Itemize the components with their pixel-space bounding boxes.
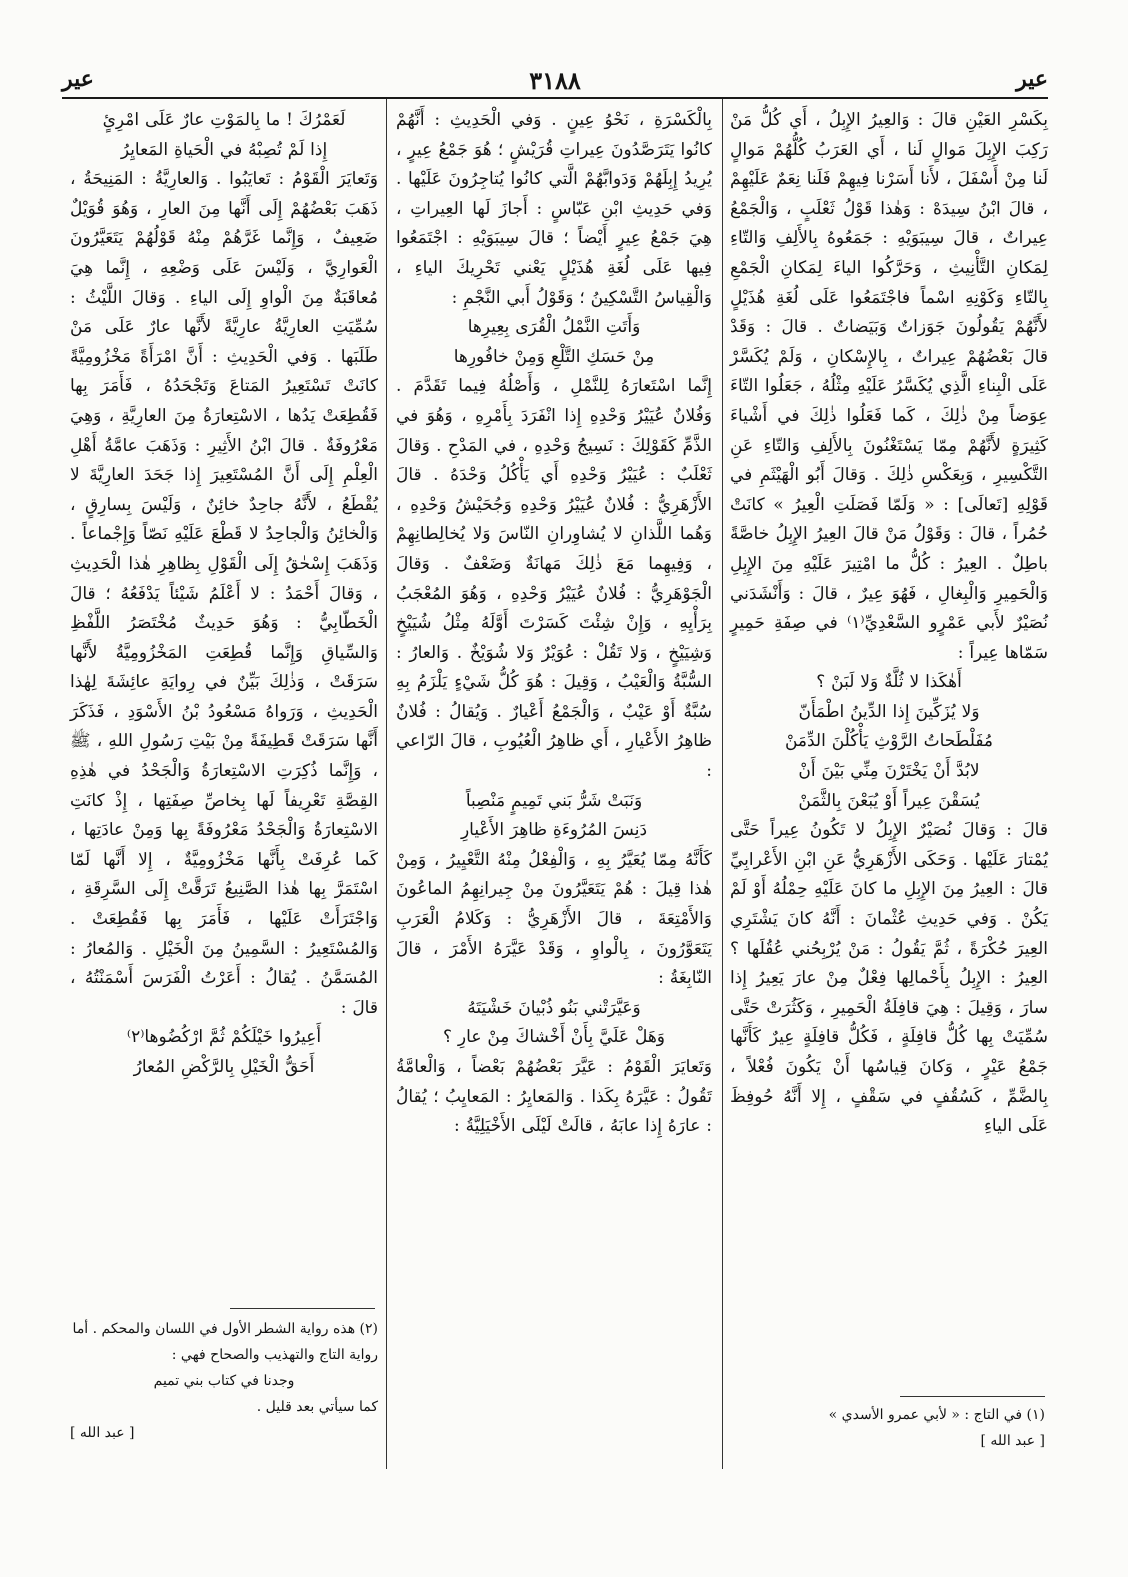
paragraph: كَأَنَّهُ مِمّا يُعَيَّرُ بِهِ ، وَالْفِعْلُ مِنْهُ التَّعْيِيرُ ، وَمِنْ هٰذا قِيلَ : هُمْ يَتَعَيَّرُونَ مِنْ جِيرانِهِمُ الماعُونَ وَالأَمْتِعَةَ ، قالَ الأَزْهَرِيُّ : وَكَلامُ الْعَرَبِ يَتَعَوَّرُونَ ، بِالْواوِ ، وَقَدْ عَيَّرَهُ الأَمْرَ ، قالَ النّابِغَةُ : [396,849,712,989]
column-left [70,106,378,1083]
footnote-text: كما سيأتي بعد قليل . [256,1399,378,1415]
column-divider-left [386,99,387,1469]
footnote-verse: وجدنا في كتاب بني تميم [153,1373,295,1389]
verse-line: لَعَمْرُكَ ! ما بِالمَوْتِ عارٌ عَلَى امْرِئٍ [102,110,346,130]
footnote-signature: [ عبد الله ] [980,1433,1045,1449]
verse-line: أَحَقُّ الْخَيْلِ بِالرَّكْضِ المُعارُ [133,1057,315,1077]
footnote-text: (٢) هذه رواية الشطر الأول في اللسان والمحكم . أما رواية التاج والتهذيب والصحاح فهي : [72,1321,378,1363]
paragraph: قالَ : وَقالَ نُصَيْرٌ الإِبِلُ لا تَكُونُ عِيراً حَتَّى يُمْتارَ عَلَيْها . وَحَكَى الأَزْهَرِيُّ عَنِ ابْنِ الأَعْرابِيِّ قالَ : العِيرُ مِنَ الإِبِلِ ما كانَ عَلَيْهِ حِمْلُهُ أَوْ لَمْ يَكُنْ . وَفي حَدِيثِ عُثْمانَ : أَنَّهُ كانَ يَشْتَرِي العِيرَ حُكْرَةً ، ثُمَّ يَقُولُ : مَنْ يُرْبِحُني عُقُلَها ؟ العِيرُ : الإِبِلُ بِأَحْمالِها فِعْلٌ مِنْ عارَ يَعِيرُ إِذا سارَ ، وَقِيلَ : هِيَ قافِلَةُ الْحَمِيرِ ، وَكَثُرَتْ حَتَّى سُمِّيَتْ بِها كُلُّ قافِلَةٍ ، فَكُلُّ قافِلَةٍ عِيرٌ كَأَنَّها جَمْعُ عَيْرٍ ، وَكانَ قِياسُها أَنْ يَكُونَ فُعْلاً ، بِالضَّمِّ ، كَسُقُفٍ في سَقْفٍ ، إِلا أَنَّهُ حُوفِظَ عَلَى الياءِ [730,820,1048,1137]
verse-line: أَهٰكَذا لا ثُلَّةٌ وَلا لَبَنْ ؟ [816,672,962,693]
column-middle [396,106,712,1142]
verse-line: وَلا يُزَكِّينَ إِذا الدِّينُ اطْمَأَنّ [798,701,980,722]
verse-line: لابُدَّ أَنْ يَخْتَرْنَ مِنِّي بَيْنَ أَنْ [798,761,980,782]
footnote-right [735,1402,1045,1454]
verse-line: مُفَلْطَحاتُ الرَّوْثِ يَأْكُلْنَ الدِّمَنْ [784,731,994,752]
footnote-rule-left [230,1308,375,1309]
footnote-left [70,1316,378,1446]
paragraph: إِنَّما اسْتَعارَهُ لِلنَّمْلِ ، وَأَصْلُهُ فِيما تَقَدَّمَ . وَفُلانٌ عُيَيْرُ وَحْدِهِ إِذا انْفَرَدَ بِأَمْرِهِ ، وَهُوَ في الذَّمِّ كَقَوْلِكَ : نَسِيجُ وَحْدِهِ ، في المَدْحِ . وَقالَ ثَعْلَبٌ : عُيَيْرُ وَحْدِهِ أَي يَأْكُلُ وَحْدَهُ . قالَ الأَزْهَرِيُّ : فُلانٌ عُيَيْرُ وَحْدِهِ وَجُحَيْشُ وَحْدِهِ ، وَهُما اللَّذانِ لا يُشاوِرانِ النّاسَ وَلا يُخالِطانِهِمْ ، وَفِيهِما مَعَ ذٰلِكَ مَهانَةٌ وَضَعْفٌ . وَقالَ الْجَوْهَرِيُّ : فُلانٌ عُيَيْرُ وَحْدِهِ ، وَهُوَ المُعْجَبُ بِرَأْيِهِ ، وَإِنْ شِئْتَ كَسَرْتَ أَوَّلَهُ مِثْلُ شُيَيْخٍ وَشِيَيْخٍ ، وَلا تَقُلْ : عُوَيْرٌ وَلا شُوَيْخٌ . وَالعارُ : السُّبَّةُ وَالْعَيْبُ ، وَقِيلَ : هُوَ كُلُّ شَيْءٍ يَلْزَمُ بِهِ سُبَّةٌ أَوْ عَيْبٌ ، وَالْجَمْعُ أَعْيارٌ . وَيُقالُ : فُلانٌ ظاهِرُ الأَعْيارِ ، أَي ظاهِرُ الْعُيُوبِ ، قالَ الرّاعي : [396,376,712,782]
page-number: ٣١٨٨ [529,66,581,95]
footnote-signature: [ عبد الله ] [70,1425,135,1441]
verse-line: وَنَبَتْ شَرُّ بَني تَمِيمٍ مَنْصِباً [465,790,643,811]
paragraph: وَتَعايَرَ الْقَوْمُ : عَيَّرَ بَعْضُهُمْ بَعْضاً ، وَالْعامَّةُ تَقُولُ : عَيَّرَهُ بِكَذا . وَالمَعايِرُ : المَعايِبُ ؛ يُقالُ : عارَهُ إِذا عابَهُ ، قالَتْ لَيْلَى الأَخْيَلِيَّةُ : [396,1057,712,1137]
running-headword-left: عير [62,66,94,92]
verse-line: إِذا لَمْ تُصِبْهُ في الْحَياةِ المَعايِرُ [120,139,328,160]
verse-line: أَعِيرُوا خَيْلَكُمْ ثُمَّ ارْكُضُوها⁽٢⁾ [126,1027,322,1048]
page-header [62,66,1048,95]
verse-line: يُسَقْنَ عِيراً أَوْ يُبَعْنَ بِالثَّمَنْ [798,790,980,811]
verse-line: وَهَلْ عَلَيَّ بِأَنْ أَخْشاكَ مِنْ عارِ ؟ [443,1027,665,1048]
verse-line: مِنْ حَسَكِ التَّلْعِ وَمِنْ خافُورِها [453,346,655,367]
header-rule [62,97,1048,99]
running-headword-right: عير [1016,66,1048,92]
verse-line: وَأَتَتِ النَّمْلُ الْقُرَى بِعِيرِها [467,317,641,338]
verse-line: وَعَيَّرَتْني بَنُو ذُبْيانَ خَشْيَتَهُ [467,997,641,1018]
paragraph: وَتَعايَرَ الْقَوْمُ : تَعايَبُوا . وَالعارِيَّةُ : المَنِيحَةُ ، ذَهَبَ بَعْضُهُمْ إِلَى أَنَّها مِنَ العارِ ، وَهُوَ قُوَيْلٌ ضَعِيفٌ ، وَإِنَّما غَرَّهُمْ مِنْهُ قَوْلُهُمْ يَتَعَيَّرُونَ الْعَوارِيَّ ، وَلَيْسَ عَلَى وَضْعِهِ ، إِنَّما هِيَ مُعاقَبَةٌ مِنَ الْواوِ إِلَى الياءِ . وَقالَ اللَّيْثُ : سُمِّيَتِ العارِيَّةُ عارِيَّةً لأَنَّها عارٌ عَلَى مَنْ طَلَبَها . وَفي الْحَدِيثِ : أَنَّ امْرَأَةً مَخْزُومِيَّةً كانَتْ تَسْتَعِيرُ المَتاعَ وَتَجْحَدُهُ ، فَأَمَرَ بِها فَقُطِعَتْ يَدُها ، الاسْتِعارَةُ مِنَ العارِيَّةِ ، وَهِيَ مَعْرُوفَةٌ . قالَ ابْنُ الأَثِيرِ : وَذَهَبَ عامَّةُ أَهْلِ الْعِلْمِ إِلَى أَنَّ المُسْتَعِيرَ إِذا جَحَدَ العارِيَّةَ لا يُقْطَعُ ، لأَنَّهُ جاحِدٌ خائِنٌ ، وَلَيْسَ بِسارِقٍ ، وَالْخائِنُ وَالْجاحِدُ لا قَطْعَ عَلَيْهِ نَصّاً وَإِجْماعاً . وَذَهَبَ إِسْحٰقُ إِلَى الْقَوْلِ بِظاهِرِ هٰذا الْحَدِيثِ ، وَقالَ أَحْمَدُ : لا أَعْلَمُ شَيْئاً يَدْفَعُهُ ؛ قالَ الْخَطّابِيُّ : وَهُوَ حَدِيثٌ مُخْتَصَرُ اللَّفْظِ وَالسِّياقِ وَإِنَّما قُطِعَتِ المَخْزُومِيَّةُ لأَنَّها سَرَقَتْ ، وَذٰلِكَ بَيِّنٌ في رِوايَةِ عائِشَةَ لِهٰذا الْحَدِيثِ ، وَرَواهُ مَسْعُودُ بْنُ الأَسْوَدِ ، فَذَكَرَ أَنَّها سَرَقَتْ قَطِيفَةً مِنْ بَيْتِ رَسُولِ اللهِ ، ﷺ ، وَإِنَّما ذُكِرَتِ الاسْتِعارَةُ وَالْجَحْدُ في هٰذِهِ القِصَّةِ تَعْرِيفاً لَها بِخاصِّ صِفَتِها ، إِذْ كانَتِ الاسْتِعارَةُ وَالْجَحْدُ مَعْرُوفَةً بِها وَمِنْ عادَتِها ، كَما عُرِفَتْ بِأَنَّها مَخْزُومِيَّةٌ ، إِلا أَنَّها لَمّا اسْتَمَرَّ بِها هٰذا الصَّنِيعُ تَرَقَّتْ إِلَى السَّرِقَةِ ، وَاجْتَرَأَتْ عَلَيْها ، فَأَمَرَ بِها فَقُطِعَتْ . وَالمُسْتَعِيرُ : السَّمِينُ مِنَ الْخَيْلِ . وَالمُعارُ : المُسَمَّنُ . يُقالُ : أَعَرْتُ الْفَرَسَ أَسْمَنْتُهُ ، قالَ : [70,169,378,1018]
paragraph: بِالْكَسْرَةِ ، نَحْوُ عِينٍ . وَفي الْحَدِيثِ : أَنَّهُمْ كانُوا يَتَرَصَّدُونَ عِيراتِ قُرَيْشٍ ؛ هُوَ جَمْعُ عِيرٍ ، يُرِيدُ إِبِلَهُمْ وَدَوابَّهُمْ الَّتي كانُوا يُتاجِرُونَ عَلَيْها . وَفي حَدِيثِ ابْنِ عَبّاسٍ : أَجازَ لَها العِيراتِ ، هِيَ جَمْعُ عِيرٍ أَيْضاً ؛ قالَ سِيبَوَيْهِ : اجْتَمَعُوا فِيها عَلَى لُغَةِ هُذَيْلٍ يَعْني تَحْرِيكَ الياءِ ، وَالْقِياسُ التَّسْكِينُ ؛ وَقَوْلُ أَبي النَّجْمِ : [396,110,712,308]
column-right [730,106,1048,1142]
footnote-text: (١) في التاج : « لأبي عمرو الأسدي » [828,1407,1045,1423]
column-divider-right [722,99,723,1469]
verse-line: دَنِسَ المُرُوءَةِ ظاهِرَ الأَعْيارِ [460,820,648,841]
footnote-rule-right [900,1396,1045,1397]
paragraph: بِكَسْرِ العَيْنِ قالَ : وَالعِيرُ الإِبِلُ ، أَي كُلُّ مَنْ رَكِبَ الإِبِلَ مَوالٍ لَنا ، أَي العَرَبُ كُلُّهُمْ مَوالٍ لَنا مِنْ أَسْفَلَ ، لأَنا أَسَرْنا فِيهِمْ فَلَنا نِعَمٌ عَلَيْهِمْ ، قالَ ابْنُ سِيدَهْ : وَهٰذا قَوْلُ ثَعْلَبٍ ، وَالْجَمْعُ عِيراتٌ ، قالَ سِيبَوَيْهِ : جَمَعُوهُ بِالأَلِفِ وَالتّاءِ لِمَكانِ التَّأْنِيثِ ، وَحَرَّكُوا الياءَ لِمَكانِ الْجَمْعِ بِالتّاءِ وَكَوْنِهِ اسْماً فاجْتَمَعُوا عَلَى لُغَةِ هُذَيْلٍ لأَنَّهُمْ يَقُولُونَ جَوَزاتٌ وَبَيَضاتٌ . قالَ : وَقَدْ قالَ بَعْضُهُمْ عِيراتٌ ، بِالإِسْكانِ ، وَلَمْ يُكَسَّرْ عَلَى الْبِناءِ الَّذِي يُكَسَّرُ عَلَيْهِ مِثْلُهُ ، جَعَلُوا التّاءَ عِوَضاً مِنْ ذٰلِكَ ، كَما فَعَلُوا ذٰلِكَ في أَشْياءَ كَثِيرَةٍ لأَنَّهُمْ مِمّا يَسْتَغْنُونَ بِالأَلِفِ وَالتّاءِ عَنِ التَّكْسِيرِ ، وَبِعَكْسِ ذٰلِكَ . وَقالَ أَبُو الْهَيْثَمِ في قَوْلِهِ [تَعالَى] : « وَلَمّا فَصَلَتِ الْعِيرُ » كانَتْ حُمُراً ، قالَ : وَقَوْلُ مَنْ قالَ العِيرُ الإِبِلُ خاصَّةً باطِلٌ . العِيرُ : كُلُّ ما امْتِيرَ عَلَيْهِ مِنَ الإِبِلِ وَالْحَمِيرِ وَالْبِغالِ ، فَهُوَ عِيرٌ ، قالَ : وَأَنْشَدَني نُصَيْرٌ لأَبي عَمْرٍو السَّعْدِيِّ⁽١⁾ في صِفَةِ حَمِيرٍ سَمّاها عِيراً : [730,110,1048,663]
